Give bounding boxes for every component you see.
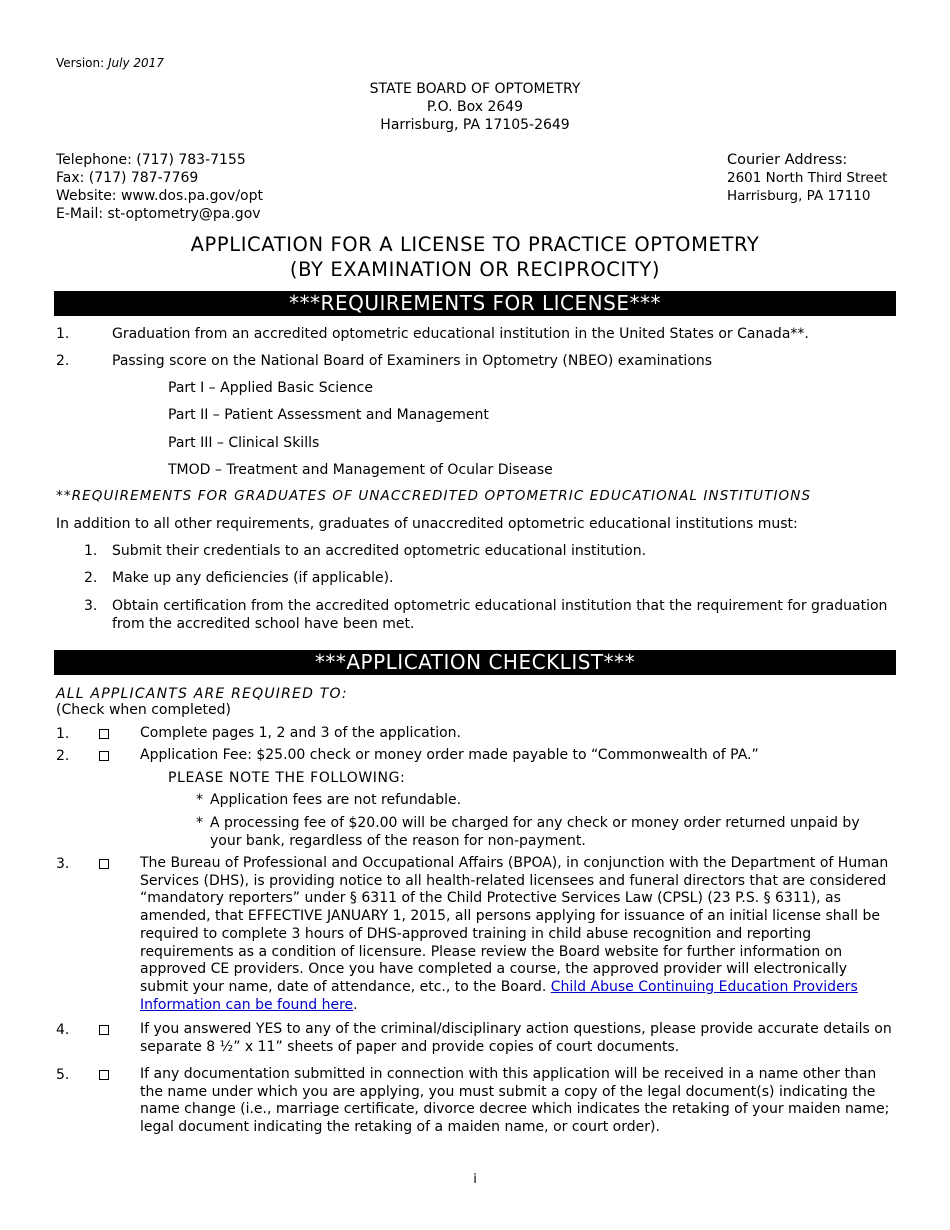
- contact-info: [56, 151, 263, 223]
- title-line-1: APPLICATION FOR A LICENSE TO PRACTICE OPTOMETRY: [190, 233, 760, 256]
- unaccredited-intro: In addition to all other requirements, graduates of unaccredited optometric educational institutions must:: [56, 516, 798, 532]
- unaccredited-1-text: Submit their credentials to an accredited optometric educational institution.: [112, 543, 647, 559]
- unaccredited-3-number: 3.: [84, 598, 98, 614]
- version-date: July 2017: [108, 56, 164, 70]
- unaccredited-3-text: Obtain certification from the accredited optometric educational institution that the requirement for graduation from the accredited school have been met.: [112, 598, 888, 632]
- unaccredited-2-number: 2.: [84, 570, 98, 586]
- child-abuse-ce-providers-link[interactable]: Child Abuse Continuing Education Providers Information can be found here: [140, 978, 858, 1013]
- board-name: STATE BOARD OF OPTOMETRY: [369, 81, 581, 97]
- checklist-2-checkbox[interactable]: [99, 751, 109, 761]
- unaccredited-2-text: Make up any deficiencies (if applicable).: [112, 570, 394, 586]
- fax: Fax: (717) 787-7769: [56, 170, 199, 186]
- courier-label: Courier Address:: [727, 152, 848, 168]
- checklist-3-number: 3.: [56, 856, 70, 872]
- checklist-1-text: Complete pages 1, 2 and 3 of the application.: [140, 725, 461, 741]
- requirements-heading: ***REQUIREMENTS FOR LICENSE***: [54, 291, 896, 316]
- courier-street: 2601 North Third Street: [727, 170, 888, 186]
- checklist-3-text: [140, 855, 895, 1014]
- courier-address: [727, 151, 887, 205]
- checklist-2-number: 2.: [56, 748, 70, 764]
- email: E-Mail: st-optometry@pa.gov: [56, 206, 261, 222]
- checklist-heading: ***APPLICATION CHECKLIST***: [54, 650, 896, 675]
- requirement-2-text: Passing score on the National Board of Examiners in Optometry (NBEO) examinations: [112, 353, 713, 369]
- version-label: Version:: [56, 56, 105, 70]
- checklist-5-text: If any documentation submitted in connection with this application will be received in a name other than the name under which you are applying, you must submit a copy of the legal document(s) indicating the name change (i.e., marriage certificate, divorce decree which indicates the retaking of your maiden name; legal document indicating the retaking of a maiden name, or court order).: [140, 1066, 890, 1136]
- note-1-text: Application fees are not refundable.: [210, 792, 462, 808]
- page-title: [0, 232, 950, 282]
- all-applicants-heading: ALL APPLICANTS ARE REQUIRED TO:: [56, 686, 348, 702]
- board-address: [0, 80, 950, 134]
- exam-part-1: Part I – Applied Basic Science: [168, 380, 373, 396]
- checklist-3-checkbox[interactable]: [99, 859, 109, 869]
- requirement-1-number: 1.: [56, 326, 70, 342]
- checklist-2-text: Application Fee: $25.00 check or money order made payable to “Commonwealth of PA.”: [140, 747, 759, 763]
- checklist-1-checkbox[interactable]: [99, 729, 109, 739]
- note-2-text: A processing fee of $20.00 will be charged for any check or money order returned unpaid by your bank, regardless of the reason for non-payment.: [210, 815, 860, 849]
- title-line-2: (BY EXAMINATION OR RECIPROCITY): [289, 258, 661, 281]
- checklist-1-number: 1.: [56, 726, 70, 742]
- version-line: [56, 56, 164, 70]
- checklist-4-checkbox[interactable]: [99, 1025, 109, 1035]
- po-box: P.O. Box 2649: [426, 99, 524, 115]
- exam-part-tmod: TMOD – Treatment and Management of Ocular Disease: [168, 462, 553, 478]
- checklist-4-number: 4.: [56, 1022, 70, 1038]
- checklist-5-number: 5.: [56, 1067, 70, 1083]
- requirement-1-text: Graduation from an accredited optometric educational institution in the United States or Canada**.: [112, 326, 809, 342]
- note-1-bullet: *: [196, 792, 203, 808]
- city-state-zip: Harrisburg, PA 17105-2649: [380, 117, 570, 133]
- exam-part-2: Part II – Patient Assessment and Management: [168, 407, 489, 423]
- telephone: Telephone: (717) 783-7155: [56, 152, 246, 168]
- exam-part-3: Part III – Clinical Skills: [168, 435, 320, 451]
- checklist-3-end: .: [353, 996, 358, 1013]
- courier-city: Harrisburg, PA 17110: [727, 188, 871, 204]
- page-number: i: [473, 1172, 477, 1187]
- unaccredited-1-number: 1.: [84, 543, 98, 559]
- checklist-5-checkbox[interactable]: [99, 1070, 109, 1080]
- unaccredited-heading: **REQUIREMENTS FOR GRADUATES OF UNACCREDITED OPTOMETRIC EDUCATIONAL INSTITUTIONS: [56, 488, 812, 504]
- please-note-heading: PLEASE NOTE THE FOLLOWING:: [168, 770, 406, 786]
- checklist-4-text: If you answered YES to any of the criminal/disciplinary action questions, please provide accurate details on separate 8 ½” x 11” sheets of paper and provide copies of court documents.: [140, 1021, 892, 1055]
- checklist-3-body: The Bureau of Professional and Occupational Affairs (BPOA), in conjunction with the Department of Human Services (DHS), is providing notice to all health-related licensees and funeral directors that are considered “mandatory reporters” under § 6311 of the Child Protective Services Law (CPSL) (23 P.S. § 6311), as amended, that EFFECTIVE JANUARY 1, 2015, all persons applying for issuance of an initial license shall be required to complete 3 hours of DHS-approved training in child abuse recognition and reporting requirements as a condition of licensure. Please review the Board website for further information on approved CE providers. Once you have completed a course, the approved provider will electronically submit your name, date of attendance, etc., to the Board.: [140, 855, 889, 995]
- website: Website: www.dos.pa.gov/opt: [56, 188, 263, 204]
- requirement-2-number: 2.: [56, 353, 70, 369]
- note-2-bullet: *: [196, 815, 203, 831]
- check-when-completed: (Check when completed): [56, 702, 231, 718]
